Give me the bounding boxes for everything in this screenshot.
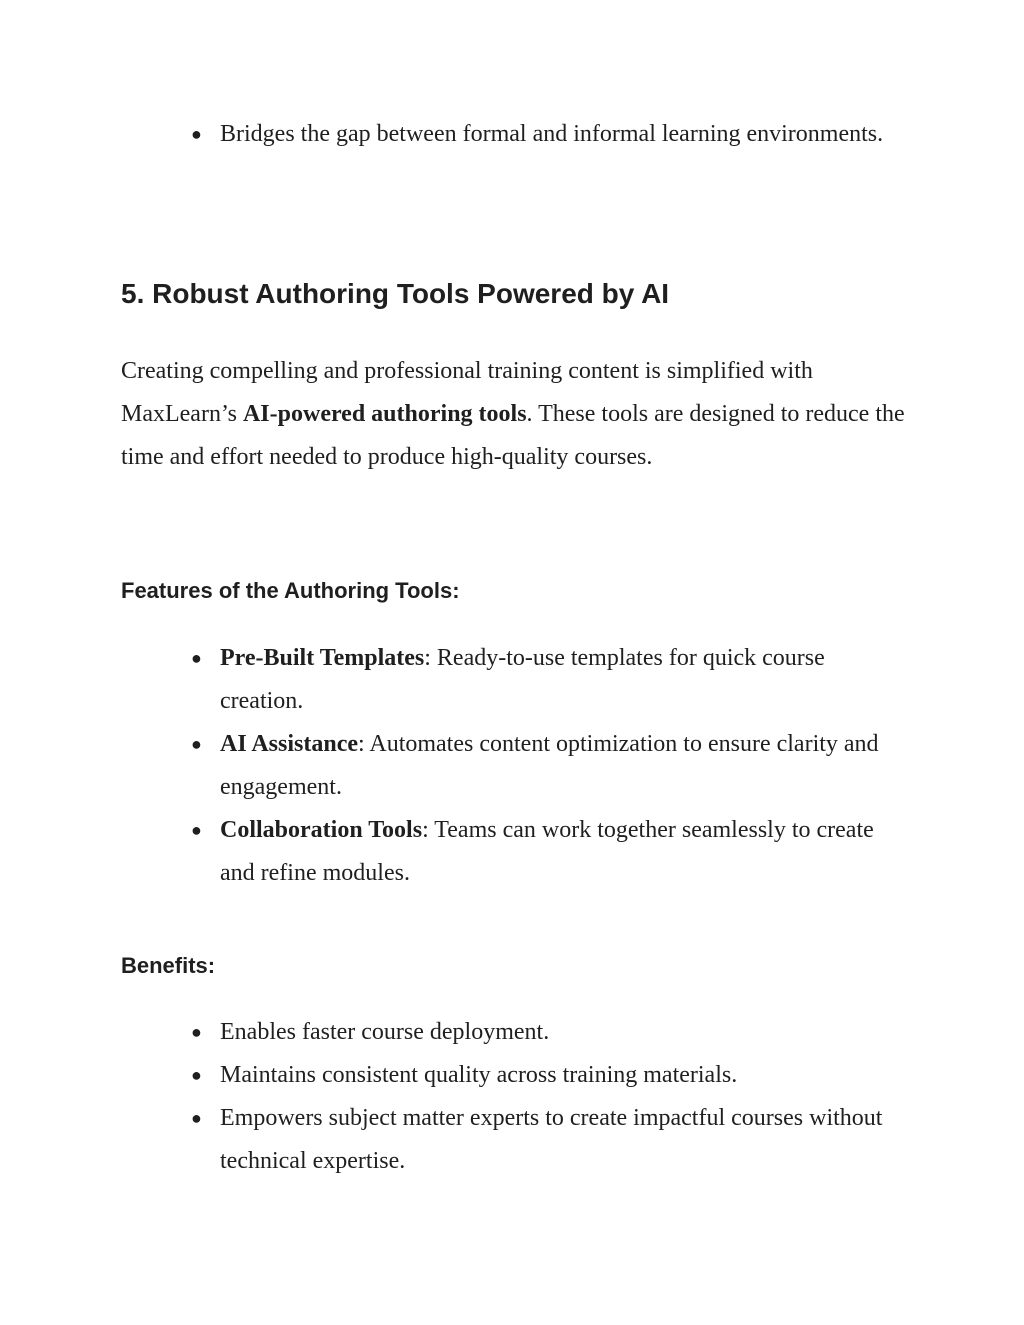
list-item [121,723,911,809]
list-item [121,809,911,895]
bullet-icon: ● [191,648,202,668]
feature-description: : Automates content optimization to ensure clarity and engagement. [220,731,879,800]
section-heading [121,278,669,310]
benefits-list [121,1011,911,1183]
list-item [121,1011,911,1054]
bullet-icon: ● [191,734,202,754]
list-item-text: Enables faster course deployment. [220,1019,550,1045]
intro-text-bold: AI-powered authoring tools [242,401,527,427]
benefits-heading: Benefits: [121,953,216,978]
list-item [121,113,911,156]
list-item [121,1097,911,1183]
bullet-icon: ● [191,124,202,144]
intro-text-start: Creating compelling and professional training content is simplified with MaxLearn’s [121,358,813,427]
bullet-icon: ● [191,1065,202,1085]
list-item [121,1054,911,1097]
feature-description: : Teams can work together seamlessly to create and refine modules. [220,817,874,886]
features-heading: Features of the Authoring Tools: [121,578,460,603]
list-item [121,637,911,723]
feature-description: : Ready-to-use templates for quick course creation. [220,645,825,714]
feature-term: Collaboration Tools [220,817,423,843]
feature-term: AI Assistance [220,731,359,757]
section-heading-text: 5. Robust Authoring Tools Powered by AI [121,278,670,309]
intro-paragraph [121,350,911,479]
bullet-icon: ● [191,1022,202,1042]
feature-term: Pre-Built Templates [220,645,425,671]
bullet-icon: ● [191,1108,202,1128]
intro-text-end: . These tools are designed to reduce the time and effort needed to produce high-quality courses. [121,401,905,470]
list-item-text: Empowers subject matter experts to create impactful courses without technical expertise. [220,1105,883,1174]
list-item-text: Maintains consistent quality across training materials. [220,1062,738,1088]
top-bullet-list [121,113,911,156]
list-item-text: Bridges the gap between formal and informal learning environments. [220,121,884,147]
features-list [121,637,911,895]
bullet-icon: ● [191,820,202,840]
